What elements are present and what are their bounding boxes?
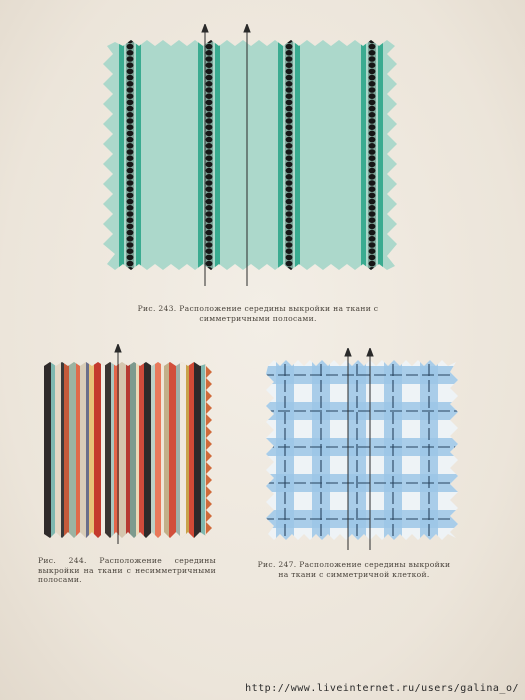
striped-fabric-swatch-symmetric — [95, 24, 407, 286]
figure-244-caption: Рис. 244. Расположение середины выкройки на ткани с несимметричными полосами. — [38, 556, 216, 584]
watermark-url: http://www.liveinternet.ru/users/galina_o/ — [245, 683, 519, 694]
figure-243-caption: Рис. 243. Расположение середины выкройки на ткани с симметричными полосами. — [137, 304, 379, 323]
striped-fabric-swatch-asymmetric — [36, 344, 218, 544]
figure-247-caption: Рис. 247. Расположение середины выкройки на ткани с симметричной клеткой. — [257, 560, 451, 579]
checked-fabric-swatch — [262, 348, 464, 550]
